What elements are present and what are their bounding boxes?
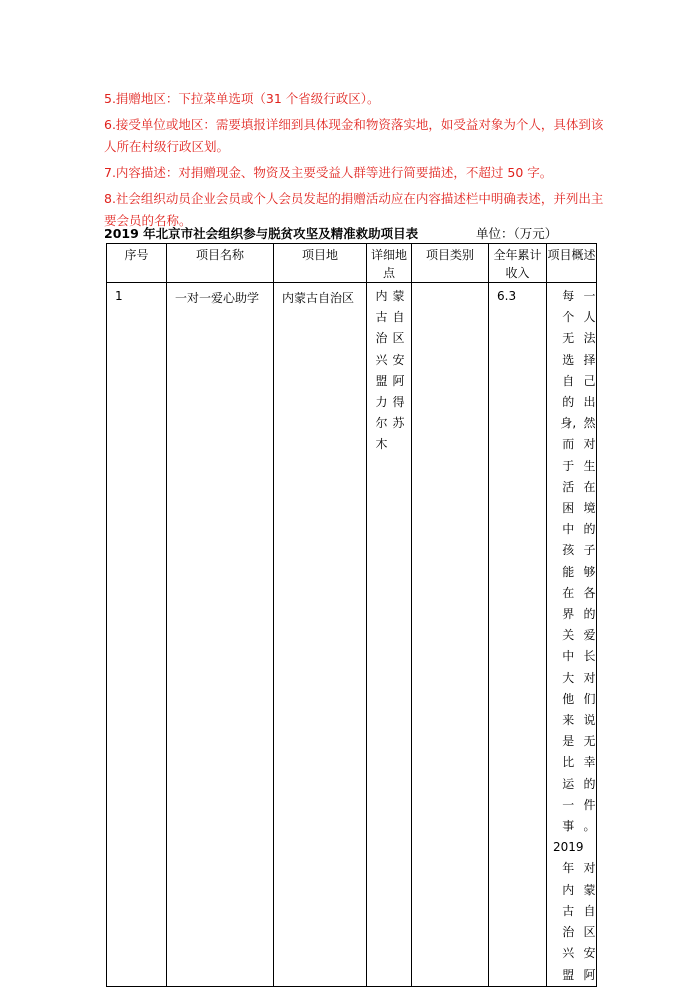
char-cell: 个 bbox=[562, 310, 575, 325]
char-cell: 困 bbox=[562, 501, 575, 516]
char-cell: 蒙 bbox=[583, 882, 596, 897]
char-cell: 然 bbox=[583, 416, 596, 431]
cell-summary bbox=[547, 283, 597, 987]
header-row bbox=[107, 244, 597, 283]
char-cell: 在 bbox=[562, 585, 575, 600]
char-cell: 选 bbox=[562, 352, 575, 367]
char-cell: 自 bbox=[562, 373, 575, 388]
char-cell: 境 bbox=[583, 501, 596, 516]
char-cell: 人 bbox=[583, 310, 596, 325]
char-cell: 一 bbox=[562, 797, 575, 812]
header-summary: 项目概述 bbox=[547, 244, 597, 283]
char-cell: 们 bbox=[583, 691, 596, 706]
char-cell: 他 bbox=[562, 691, 575, 706]
char-cell: 爱 bbox=[583, 628, 596, 643]
char-cell: 的 bbox=[583, 776, 596, 791]
note-7: 7.内容描述：对捐赠现金、物资及主要受益人群等进行简要描述，不超过 50 字。 bbox=[104, 165, 553, 180]
char-cell: 自 bbox=[583, 903, 596, 918]
char-cell: 够 bbox=[583, 564, 596, 579]
row-name: 一对一爱心助学 bbox=[175, 291, 260, 305]
char-cell: 一 bbox=[583, 289, 596, 303]
char-cell: 长 bbox=[583, 649, 596, 664]
char-cell: 界 bbox=[562, 607, 575, 622]
char-cell: 自 bbox=[392, 310, 405, 325]
char-cell: 内 bbox=[562, 882, 575, 897]
char-cell: 比 bbox=[562, 755, 575, 770]
char-cell: 运 bbox=[562, 776, 575, 791]
char-cell: 子 bbox=[583, 543, 596, 558]
char-cell: 蒙 bbox=[392, 289, 405, 303]
char-cell: 中 bbox=[562, 649, 575, 664]
char-cell: 得 bbox=[392, 395, 405, 410]
char-cell: 生 bbox=[583, 458, 596, 473]
char-cell: 木 bbox=[375, 437, 388, 452]
char-cell: 盟 bbox=[562, 967, 575, 982]
char-cell: 治 bbox=[562, 925, 575, 940]
unit-label: 单位：（万元） bbox=[476, 226, 558, 241]
char-cell: 出 bbox=[583, 395, 596, 410]
char-cell: 区 bbox=[392, 331, 405, 346]
char-cell: 在 bbox=[583, 479, 596, 494]
char-cell: 是 bbox=[562, 734, 575, 749]
table-title-row bbox=[104, 224, 604, 244]
char-cell: 内 bbox=[375, 289, 388, 303]
char-cell: 各 bbox=[583, 585, 596, 600]
char-cell: 事 bbox=[562, 819, 575, 834]
char-cell: 而 bbox=[562, 437, 575, 452]
char-cell: 安 bbox=[583, 946, 596, 961]
char-cell: 盟 bbox=[375, 373, 388, 388]
char-cell: 的 bbox=[583, 522, 596, 537]
char-cell: 兴 bbox=[562, 946, 575, 961]
header-location: 项目地 bbox=[274, 244, 367, 283]
header-detail: 详细地点 bbox=[367, 244, 412, 283]
char-cell: 兴 bbox=[375, 352, 388, 367]
char-cell: 大 bbox=[562, 670, 575, 685]
char-cell: 幸 bbox=[583, 755, 596, 770]
char-cell: 力 bbox=[375, 395, 388, 410]
row-detail bbox=[367, 283, 411, 456]
row-category bbox=[412, 283, 488, 289]
char-cell: 说 bbox=[583, 713, 596, 728]
char-cell: 安 bbox=[392, 352, 405, 367]
char-cell: 苏 bbox=[392, 416, 405, 431]
table-row bbox=[107, 283, 597, 987]
char-cell: 的 bbox=[562, 395, 575, 410]
char-cell: 古 bbox=[562, 903, 575, 918]
header-name: 项目名称 bbox=[167, 244, 274, 283]
char-cell: 治 bbox=[375, 331, 388, 346]
row-income: 6.3 bbox=[497, 289, 517, 303]
cell-name bbox=[167, 283, 274, 987]
char-cell: 。 bbox=[583, 819, 596, 834]
char-cell: 每 bbox=[562, 289, 575, 303]
char-cell: 的 bbox=[583, 607, 596, 622]
row-location: 内蒙古自治区 bbox=[282, 291, 355, 305]
char-cell: 择 bbox=[583, 352, 596, 367]
project-table bbox=[106, 243, 597, 987]
note-6: 6.接受单位或地区：需要填报详细到具体现金和物资落实地，如受益对象为个人，具体到该人所在村级行政区划。 bbox=[104, 117, 604, 154]
cell-detail bbox=[367, 283, 412, 987]
char-cell: 中 bbox=[562, 522, 575, 537]
char-cell: 对 bbox=[583, 670, 596, 685]
char-cell: 古 bbox=[375, 310, 388, 325]
char-cell: 身, bbox=[560, 416, 577, 431]
char-cell: 己 bbox=[583, 373, 596, 388]
char-cell: 法 bbox=[583, 331, 596, 346]
cell-no bbox=[107, 283, 167, 987]
header-income: 全年累计收入 bbox=[489, 244, 547, 283]
char-cell: 年 bbox=[562, 861, 575, 876]
note-8: 8.社会组织动员企业会员或个人会员发起的捐赠活动应在内容描述栏中明确表述，并列出主要会员的名称。 bbox=[104, 191, 604, 228]
table-title: 2019 年北京市社会组织参与脱贫攻坚及精准救助项目表 bbox=[104, 226, 419, 241]
char-cell: 关 bbox=[562, 628, 575, 643]
char-cell: 尔 bbox=[375, 416, 388, 431]
char-cell: 2019 bbox=[553, 840, 584, 855]
row-summary bbox=[547, 283, 596, 986]
cell-income bbox=[489, 283, 547, 987]
char-cell: 来 bbox=[562, 713, 575, 728]
char-cell: 件 bbox=[583, 797, 596, 812]
instruction-notes bbox=[104, 88, 604, 236]
char-cell: 孩 bbox=[562, 543, 575, 558]
cell-location bbox=[274, 283, 367, 987]
char-cell: 无 bbox=[562, 331, 575, 346]
note-5: 5.捐赠地区：下拉菜单选项（31 个省级行政区）。 bbox=[104, 91, 380, 106]
char-cell: 于 bbox=[562, 458, 575, 473]
char-cell: 阿 bbox=[583, 967, 596, 982]
header-category: 项目类别 bbox=[412, 244, 489, 283]
char-cell: 对 bbox=[583, 437, 596, 452]
char-cell: 能 bbox=[562, 564, 575, 579]
char-cell: 对 bbox=[583, 861, 596, 876]
char-cell: 无 bbox=[583, 734, 596, 749]
row-no: 1 bbox=[115, 289, 123, 303]
char-cell: 区 bbox=[583, 925, 596, 940]
char-cell: 阿 bbox=[392, 373, 405, 388]
char-cell: 活 bbox=[562, 479, 575, 494]
char-cell bbox=[584, 837, 596, 858]
header-no: 序号 bbox=[107, 244, 167, 283]
cell-category bbox=[412, 283, 489, 987]
char-cell bbox=[390, 434, 407, 455]
